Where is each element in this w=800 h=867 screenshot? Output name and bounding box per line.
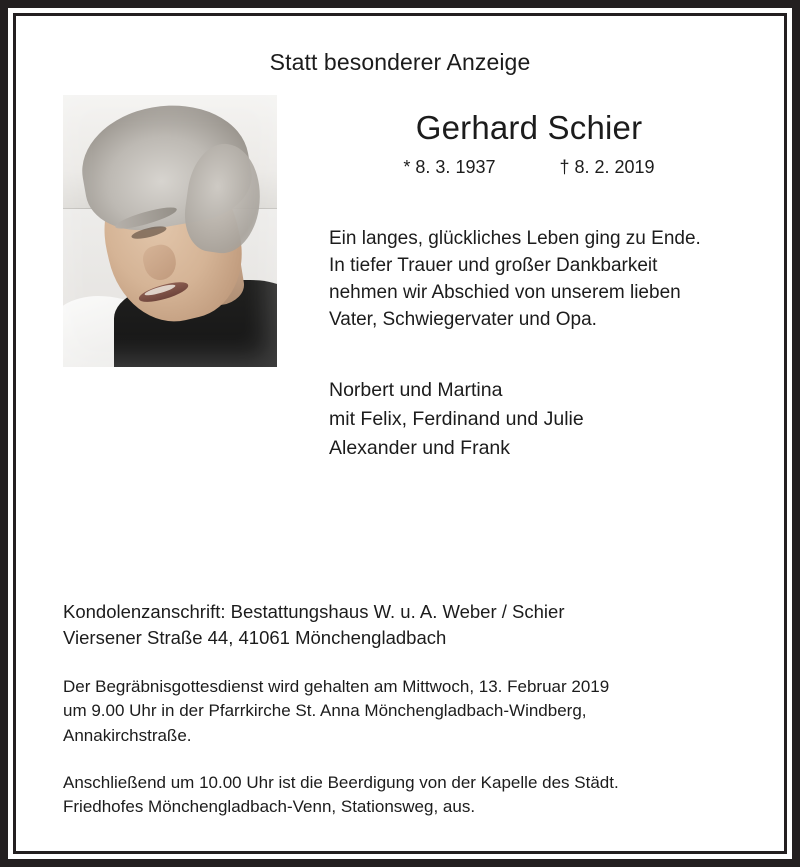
birth-date: * 8. 3. 1937	[403, 157, 496, 178]
memorial-message-line-4: Vater, Schwiegervater und Opa.	[329, 309, 597, 331]
deceased-portrait-photo	[63, 95, 277, 367]
life-dates	[315, 157, 743, 178]
obituary-inner-frame	[13, 13, 787, 854]
burial-line-2: Friedhofes Mönchengladbach-Venn, Stationsweg, aus.	[63, 797, 476, 817]
funeral-service-line-3: Annakirchstraße.	[63, 726, 192, 746]
condolence-address-line-2: Viersener Straße 44, 41061 Mönchengladbach	[63, 626, 447, 648]
family-line-2: mit Felix, Ferdinand und Julie	[329, 408, 584, 431]
funeral-service-line-1: Der Begräbnisgottesdienst wird gehalten am Mittwoch, 13. Februar 2019	[63, 676, 610, 696]
memorial-message-line-1: Ein langes, glückliches Leben ging zu Ende.	[329, 228, 701, 250]
bereaved-family-list	[329, 376, 743, 463]
death-date: † 8. 2. 2019	[559, 157, 655, 178]
obituary-upper-section	[16, 95, 784, 525]
deceased-details-column	[315, 95, 743, 463]
page-title: Statt besonderer Anzeige	[269, 49, 531, 75]
family-line-1: Norbert und Martina	[329, 379, 503, 402]
deceased-name: Gerhard Schier	[415, 109, 643, 146]
burial-line-1: Anschließend um 10.00 Uhr ist die Beerdigung von der Kapelle des Städt.	[63, 772, 619, 792]
memorial-message-line-2: In tiefer Trauer und großer Dankbarkeit	[329, 255, 658, 277]
photo-soft-overlay	[63, 95, 277, 367]
funeral-service-details	[63, 675, 743, 749]
family-line-3: Alexander und Frank	[329, 436, 511, 459]
memorial-message	[329, 226, 757, 334]
memorial-message-line-3: nehmen wir Abschied von unserem lieben	[329, 282, 681, 304]
condolence-address-line-1: Kondolenzanschrift: Bestattungshaus W. u. A. Weber / Schier	[63, 601, 565, 622]
obituary-lower-section	[63, 599, 743, 820]
burial-details	[63, 771, 743, 820]
condolence-address	[63, 599, 743, 651]
funeral-service-line-2: um 9.00 Uhr in der Pfarrkirche St. Anna Mönchengladbach-Windberg,	[63, 701, 587, 721]
